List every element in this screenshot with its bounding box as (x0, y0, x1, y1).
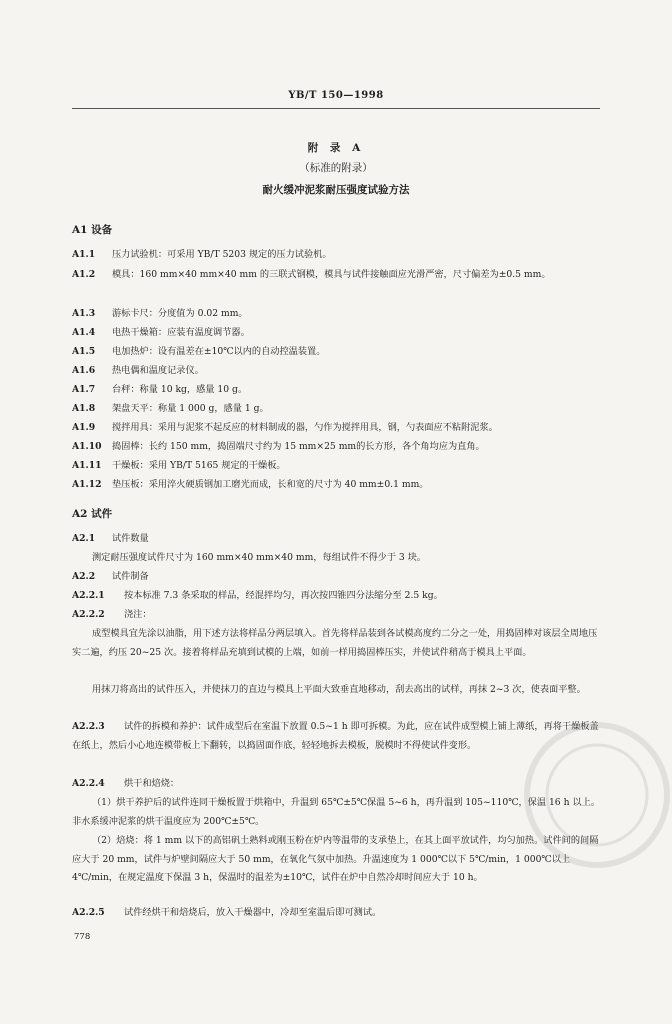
item-number: A1.8 (72, 403, 96, 414)
item-number: A1.7 (72, 384, 96, 395)
item-text: 热电偶和温度记录仪。 (112, 365, 204, 376)
watermark-seal-icon (502, 700, 672, 870)
paragraph: （2）焙烧：将 1 mm 以下的高铝矾土熟料或刚玉粉在炉内等温带的支承垫上，在其上面平放试件，均匀加热。试件间的间隔应大于 20 mm，试件与炉壁间隔应大于 50 mm，在氧化气氛中加热。升温速度为 1 000℃以下 5℃/min，1 000℃以上 4℃/min，在规定温度下保温 3 h，保温时的温差为±10℃，试件在炉中自然冷却时间应大于 10 h。 (72, 835, 599, 883)
list-item (72, 246, 602, 265)
list-item (72, 568, 602, 587)
list-item (72, 476, 602, 495)
item-number: A1.11 (72, 460, 102, 471)
item-text: 电热干燥箱：应装有温度调节器。 (112, 327, 250, 338)
list-item (72, 381, 602, 400)
list-item (72, 438, 602, 457)
item-text: 浇注： (124, 609, 152, 620)
list-item (72, 549, 622, 568)
item-number: A2.2.2 (72, 609, 105, 620)
item-number: A2.2.3 (72, 721, 105, 732)
item-text: 架盘天平：称量 1 000 g，感量 1 g。 (112, 403, 269, 414)
paragraph: 成型模具宜先涂以油脂，用下述方法将样品分两层填入。首先将样品装到各试模高度约二分之一处，用捣固棒对该层全周地压实二遍，约压 20~25 次。接着将样品充填到试模的上端，如前一样用捣固棒压实，并使试件稍高于模具上平面。 (72, 628, 598, 658)
item-number: A1.9 (72, 422, 96, 433)
item-number: A2.2.4 (72, 778, 105, 789)
list-item (72, 400, 602, 419)
item-text: 试件制备 (112, 571, 149, 582)
item-number: A2.2.5 (72, 907, 105, 918)
item-text: 按本标准 7.3 条采取的样品，经混拌均匀，再次按四锥四分法缩分至 2.5 kg。 (124, 590, 443, 601)
appendix-title: 附 录 A (307, 142, 365, 154)
item-text: 干燥板：采用 YB/T 5165 规定的干燥板。 (112, 460, 286, 471)
item-text: 搅拌用具：采用与泥浆不起反应的材料制成的器，勺作为搅拌用具，钢，勺表面应不粘附泥浆。 (112, 422, 498, 433)
item-number: A2.1 (72, 533, 96, 544)
item-number: A1.10 (72, 441, 102, 452)
appendix-type: （标准的附录） (299, 162, 373, 174)
list-item (72, 343, 602, 362)
item-text: 捣固棒：长约 150 mm，捣固端尺寸约为 15 mm×25 mm的长方形，各个角均应为直角。 (112, 441, 485, 452)
item-text: 压力试验机：可采用 YB/T 5203 规定的压力试验机。 (112, 249, 332, 260)
item-text: 烘干和焙烧： (124, 778, 180, 789)
item-number: A1.1 (72, 249, 96, 260)
section-a2-title: A2 试件 (72, 508, 113, 520)
item-number: A2.2 (72, 571, 96, 582)
section-a1-title: A1 设备 (72, 224, 113, 236)
item-text: 试件经烘干和焙烧后，放入干燥器中，冷却至室温后即可测试。 (124, 907, 382, 918)
list-item (72, 324, 602, 343)
list-item (72, 606, 602, 625)
item-number: A2.2.1 (72, 590, 105, 601)
list-item (72, 305, 602, 324)
item-number: A1.12 (72, 479, 102, 490)
list-item (72, 419, 602, 438)
list-item (72, 904, 602, 923)
list-item (72, 266, 602, 285)
item-text: 游标卡尺：分度值为 0.02 mm。 (112, 308, 248, 319)
page-number: 778 (74, 932, 91, 942)
item-number: A1.2 (72, 269, 96, 280)
item-number: A1.4 (72, 327, 96, 338)
item-text: 垫压板：采用淬火硬质钢加工磨光而成，长和宽的尺寸为 40 mm±0.1 mm。 (112, 479, 429, 490)
list-item (72, 530, 602, 549)
item-number: A1.3 (72, 308, 96, 319)
item-text: 试件数量 (112, 533, 149, 544)
list-item (72, 362, 602, 381)
header-rule (72, 108, 600, 109)
item-text: 测定耐压强度试件尺寸为 160 mm×40 mm×40 mm，每组试件不得少于 3 块。 (92, 552, 427, 563)
item-text: 试件的拆模和养护：试件成型后在室温下放置 0.5~1 h 即可拆模。为此，应在试件成型模上铺上薄纸，再将干燥板盖在纸上，然后小心地连模带板上下翻转，以捣固面作底，轻轻地拆去模板，脱模时不得使试件变形。 (72, 721, 599, 751)
item-number: A1.5 (72, 346, 96, 357)
list-item (72, 587, 602, 606)
page-header: YB/T 150—1998 (288, 90, 384, 101)
item-text: 台秤：称量 10 kg，感量 10 g。 (112, 384, 248, 395)
item-text: 电加热炉：设有温差在±10℃以内的自动控温装置。 (112, 346, 326, 357)
paragraph: （1）烘干养护后的试件连同干燥板置于烘箱中，升温到 65℃±5℃保温 5~6 h，再升温到 105~110℃，保温 16 h 以上。非水系缓冲泥浆的烘干温度应为 200℃±5℃。 (72, 797, 600, 827)
item-text: 模具：160 mm×40 mm×40 mm 的三联式钢模，模具与试件接触面应光滑严密，尺寸偏差为±0.5 mm。 (112, 269, 551, 280)
list-item (72, 457, 602, 476)
paragraph: 用抹刀将高出的试件压入，并使抹刀的直边与模具上平面大致垂直地移动，刮去高出的试样，再抹 2~3 次，使表面平整。 (92, 684, 586, 695)
appendix-name: 耐火缓冲泥浆耐压强度试验方法 (262, 184, 410, 196)
item-number: A1.6 (72, 365, 96, 376)
